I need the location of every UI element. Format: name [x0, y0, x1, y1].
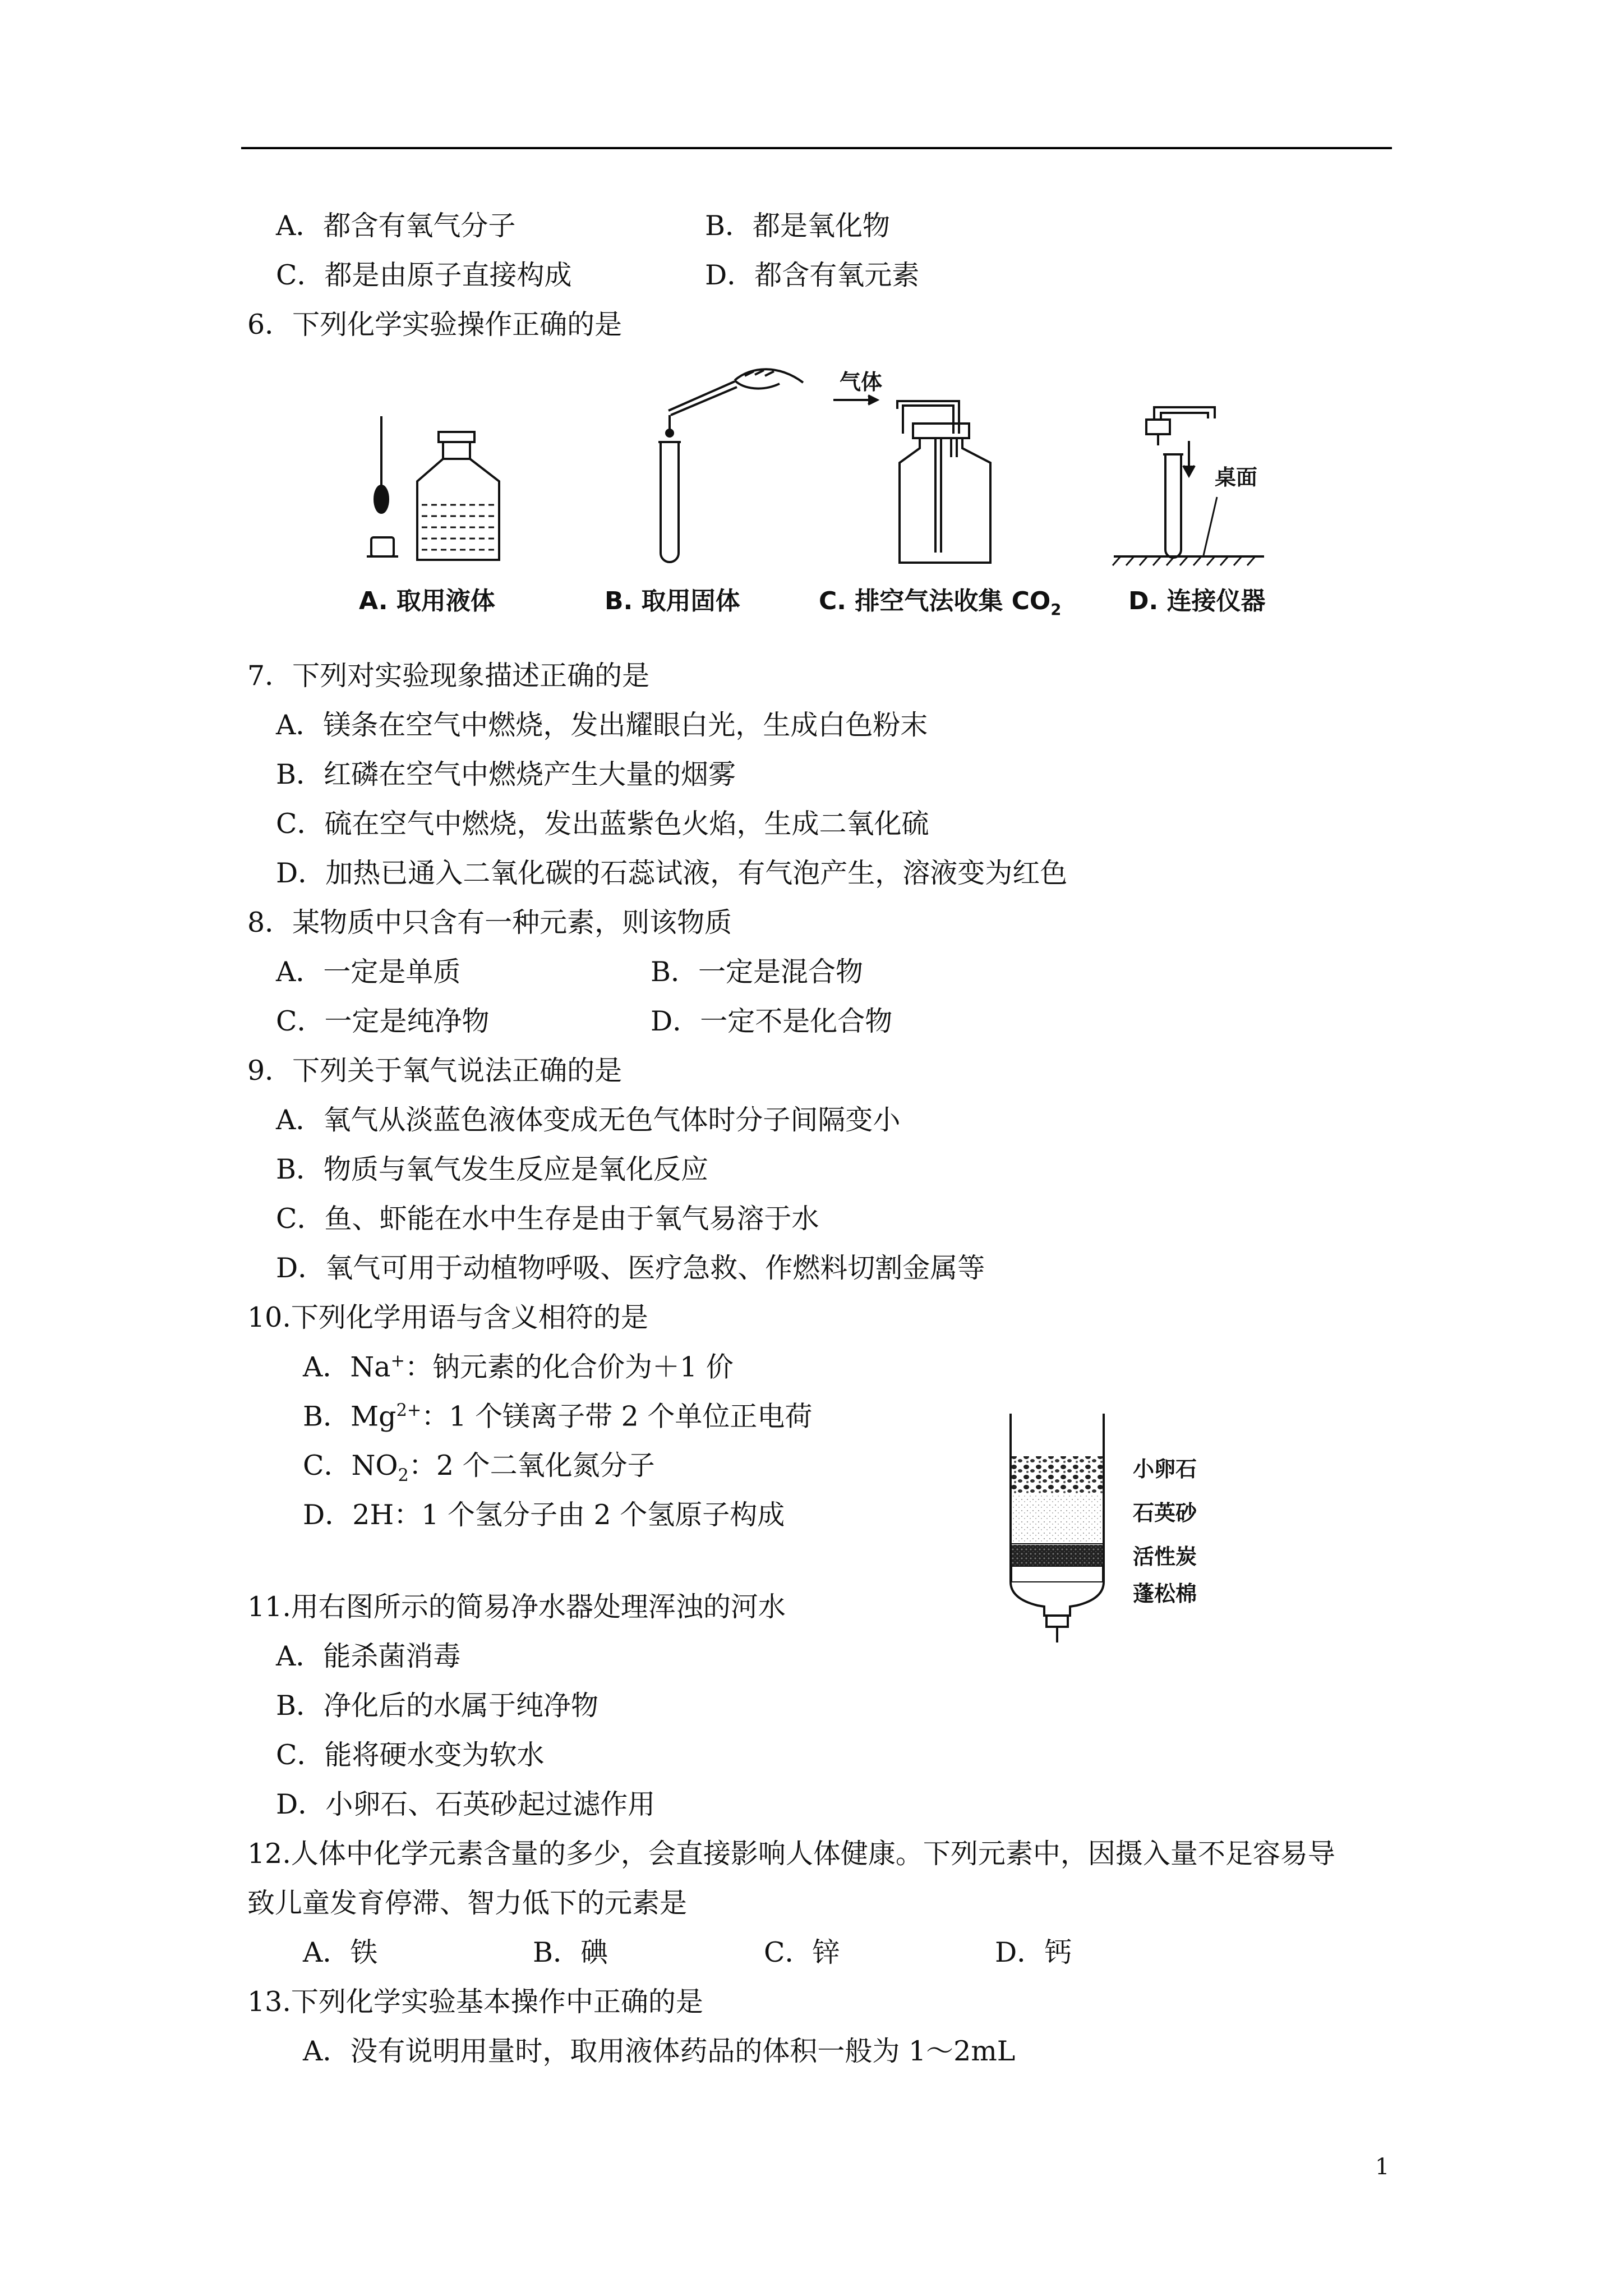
q7-option-d: D．加热已通入二氧化碳的石蕊试液，有气泡产生，溶液变为红色 — [276, 857, 1068, 889]
q7-option-a: A．镁条在空气中燃烧，发出耀眼白光，生成白色粉末 — [276, 709, 928, 741]
q5-option-b: B．都是氧化物 — [705, 210, 891, 242]
gas-label: 气体 — [840, 370, 883, 394]
q13-option-a: A．没有说明用量时，取用液体药品的体积一般为 1～2mL — [303, 2035, 1016, 2067]
q8-option-a: A．一定是单质 — [276, 956, 461, 988]
page-number: 1 — [1375, 2154, 1390, 2180]
figure-b-take-solid — [645, 359, 813, 578]
q8-option-b: B．一定是混合物 — [651, 956, 864, 988]
q6-caption-b: B. 取用固体 — [605, 587, 740, 615]
q12-option-c: C．锌 — [764, 1936, 840, 1968]
q9-stem: 9．下列关于氧气说法正确的是 — [247, 1055, 623, 1087]
q12-stem-line1: 12.人体中化学元素含量的多少，会直接影响人体健康。下列元素中，因摄入量不足容易导 — [247, 1838, 1335, 1870]
filter-label-carbon: 活性炭 — [1133, 1544, 1197, 1569]
q8-option-d: D．一定不是化合物 — [651, 1005, 893, 1037]
figure-c-collect-co2 — [830, 367, 1015, 569]
q9-option-b: B．物质与氧气发生反应是氧化反应 — [276, 1153, 709, 1185]
q7-option-c: C．硫在空气中燃烧，发出蓝紫色火焰，生成二氧化硫 — [276, 808, 929, 840]
filter-label-cotton: 蓬松棉 — [1133, 1581, 1197, 1606]
q10-option-c: C．$NO_2$：2 个二氧化氮分子 — [303, 1450, 655, 1485]
q10-option-a: A．Na+：钠元素的化合价为＋1 价 — [303, 1351, 734, 1383]
q9-option-d: D．氧气可用于动植物呼吸、医疗急救、作燃料切割金属等 — [276, 1252, 985, 1284]
desk-label: 桌面 — [1215, 465, 1258, 490]
q12-option-d: D．钙 — [995, 1936, 1072, 1968]
filter-label-pebbles: 小卵石 — [1133, 1457, 1197, 1481]
water-filter-figure — [998, 1414, 1122, 1649]
filter-label-quartz: 石英砂 — [1133, 1501, 1197, 1525]
q6-caption-a: A. 取用液体 — [359, 587, 495, 615]
q10-stem: 10.下列化学用语与含义相符的是 — [247, 1301, 648, 1333]
q5-option-a: A．都含有氧气分子 — [276, 210, 516, 242]
q10-option-b: B．$Mg^{2+}$：1 个镁离子带 2 个单位正电荷 — [303, 1400, 813, 1433]
q7-stem: 7．下列对实验现象描述正确的是 — [247, 660, 650, 692]
q11-stem: 11.用右图所示的简易净水器处理浑浊的河水 — [247, 1591, 786, 1623]
q11-option-d: D．小卵石、石英砂起过滤作用 — [276, 1788, 656, 1820]
q11-option-c: C．能将硬水变为软水 — [276, 1739, 545, 1771]
q11-option-a: A．能杀菌消毒 — [276, 1640, 461, 1672]
q5-option-c: C．都是由原子直接构成 — [276, 259, 572, 291]
q7-option-b: B．红磷在空气中燃烧产生大量的烟雾 — [276, 758, 736, 790]
q11-option-b: B．净化后的水属于纯净物 — [276, 1690, 599, 1722]
q6-caption-c: C. 排空气法收集 $CO_2$ — [819, 587, 1062, 619]
q12-option-a: A．铁 — [303, 1936, 378, 1968]
figure-a-take-liquid — [359, 409, 538, 572]
q5-option-d: D．都含有氧元素 — [705, 259, 920, 291]
q13-stem: 13.下列化学实验基本操作中正确的是 — [247, 1986, 703, 2018]
q12-option-b: B．碘 — [533, 1936, 608, 1968]
q6-caption-d: D. 连接仪器 — [1128, 587, 1266, 615]
q8-stem: 8．某物质中只含有一种元素，则该物质 — [247, 907, 732, 938]
q12-stem-line2: 致儿童发育停滞、智力低下的元素是 — [247, 1887, 688, 1919]
q6-stem: 6．下列化学实验操作正确的是 — [247, 309, 623, 341]
header-rule — [241, 147, 1392, 149]
q10-option-d: D．2H：1 个氢分子由 2 个氢原子构成 — [303, 1499, 785, 1531]
q9-option-c: C．鱼、虾能在水中生存是由于氧气易溶于水 — [276, 1203, 819, 1235]
q9-option-a: A．氧气从淡蓝色液体变成无色气体时分子间隔变小 — [276, 1104, 901, 1136]
q8-option-c: C．一定是纯净物 — [276, 1005, 490, 1037]
